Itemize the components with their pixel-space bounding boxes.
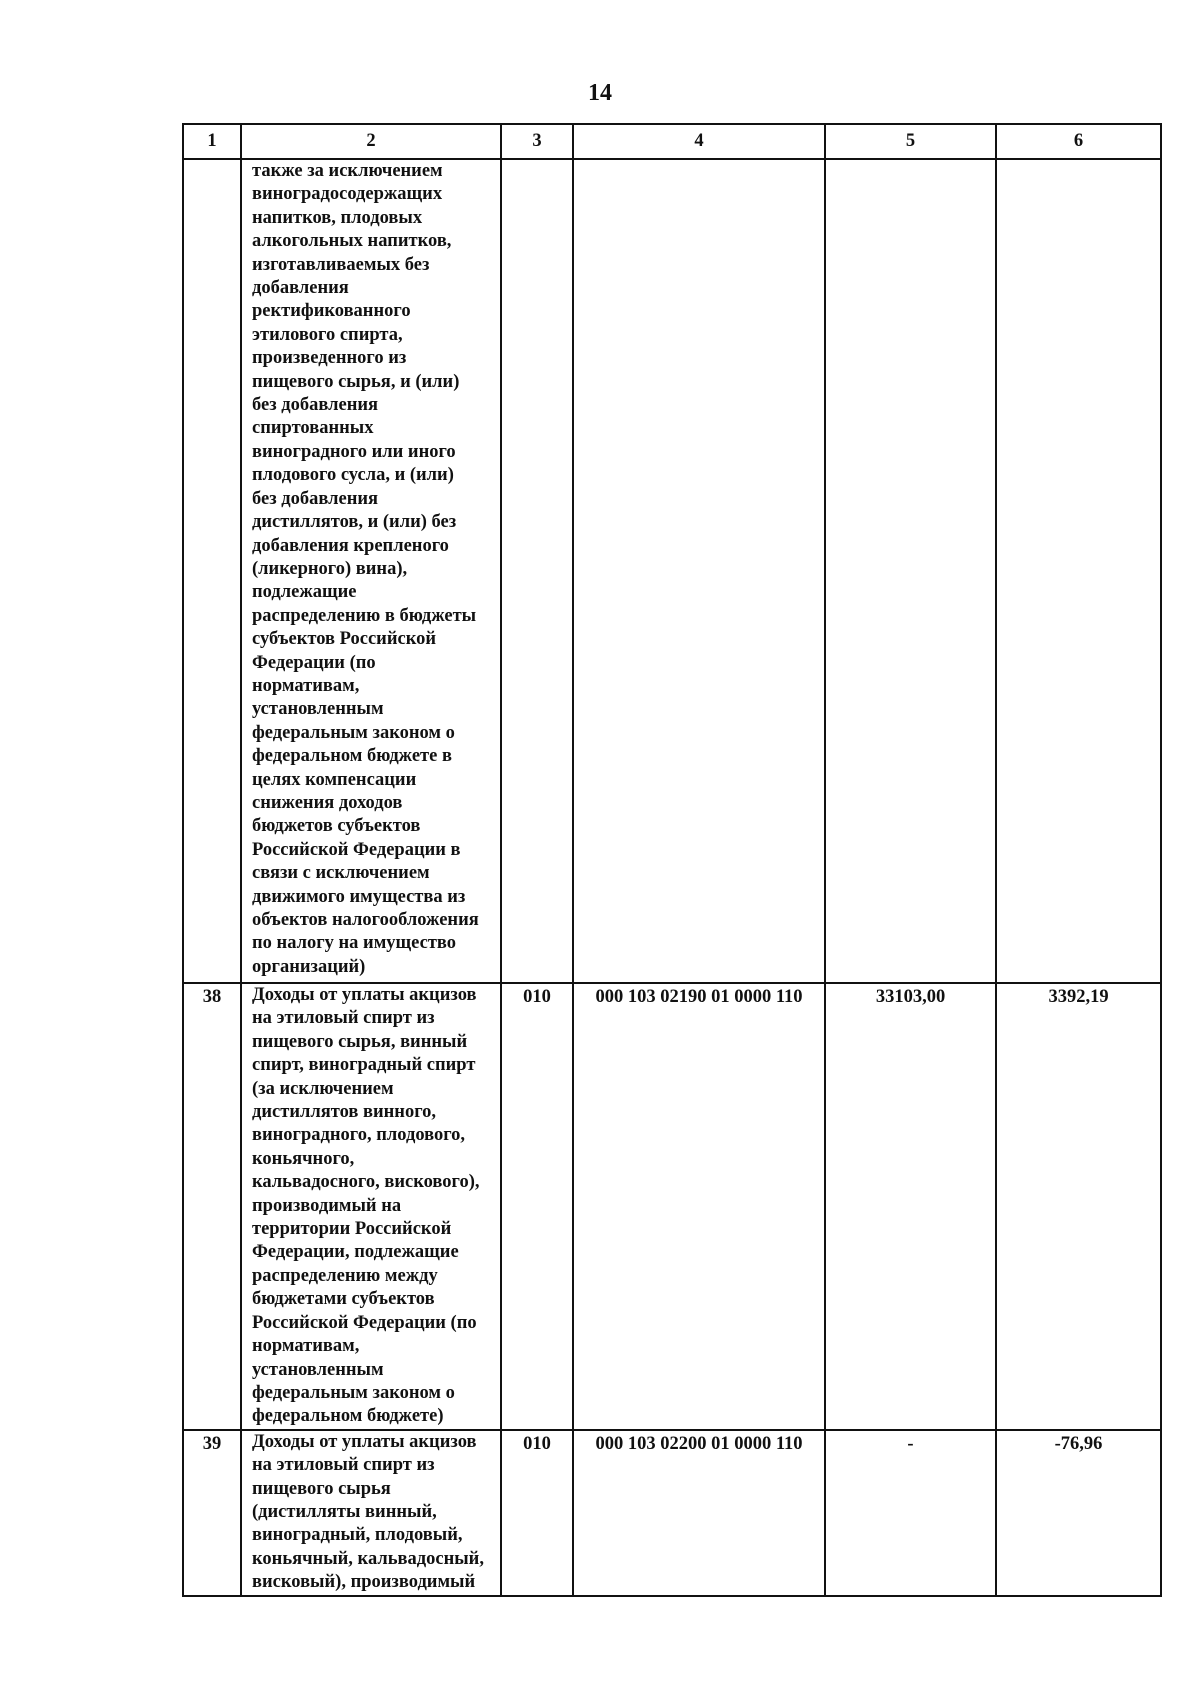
description-line: Федерации (по [252, 652, 376, 673]
description-line: без добавления [252, 395, 379, 416]
description-line: федеральном бюджете) [252, 1406, 444, 1427]
description-line: (за исключением [252, 1078, 394, 1099]
description-line: связи с исключением [252, 863, 430, 884]
budget-code-cell [573, 983, 825, 1430]
admin-code-cell-text: 010 [523, 987, 551, 1007]
description-line: субъектов Российской [252, 629, 437, 650]
description-line: нормативам, [252, 1336, 360, 1357]
header-col-2: 2 [241, 124, 501, 159]
description-line: производимый на [252, 1195, 402, 1216]
table-row [183, 1430, 1161, 1596]
description-line: добавления крепленого [252, 535, 449, 556]
description-line: виноградосодержащих [252, 184, 443, 205]
description-line: коньячного, [252, 1148, 355, 1169]
description-line: кальвадосного, вискового), [252, 1172, 480, 1193]
description-line: виноградного, плодового, [252, 1125, 466, 1146]
description-line: Доходы от уплаты акцизов [252, 1431, 477, 1452]
description-line: виноградный, плодовый, [252, 1525, 463, 1546]
plan-amount-cell [825, 159, 996, 983]
admin-code-cell [501, 983, 573, 1430]
fact-amount-cell [996, 159, 1161, 983]
description-line: алкогольных напитков, [252, 231, 452, 252]
description-line: территории Российской [252, 1219, 452, 1240]
description-line: дистиллятов винного, [252, 1102, 437, 1123]
description-line: Доходы от уплаты акцизов [252, 985, 477, 1005]
description-line: ректификованного [252, 301, 411, 322]
description-line: установленным [252, 699, 384, 720]
description-line: добавления [252, 278, 349, 299]
revenue-table [182, 123, 1162, 1597]
budget-code-cell-text: 000 103 02190 01 0000 110 [595, 987, 803, 1007]
admin-code-cell [501, 1430, 573, 1596]
description-line: на этиловый спирт из [252, 1008, 435, 1029]
row-number-cell-text [184, 160, 240, 162]
description-line: (дистилляты винный, [252, 1501, 437, 1522]
description-cell [241, 159, 501, 983]
description-line: Российской Федерации в [252, 839, 461, 860]
row-number-cell-text: 39 [202, 1433, 222, 1454]
fact-amount-cell-text: -76,96 [1054, 1433, 1103, 1454]
description-line: (ликерного) вина), [252, 558, 408, 579]
description-line: также за исключением [252, 161, 443, 181]
description-line: спиртованных [252, 418, 374, 439]
row-number-cell [183, 1430, 241, 1596]
description-line: федеральном бюджете в [252, 746, 452, 767]
header-col-6: 6 [996, 124, 1161, 159]
description-line: коньячный, кальвадосный, [252, 1548, 484, 1569]
header-col-5: 5 [825, 124, 996, 159]
budget-code-cell-text [574, 160, 824, 162]
description-line: изготавливаемых без [252, 254, 430, 275]
description-line: по налогу на имущество [252, 933, 457, 954]
plan-amount-cell [825, 983, 996, 1430]
plan-amount-cell-text: 33103,00 [875, 987, 946, 1007]
description-line: спирт, виноградный спирт [252, 1055, 476, 1076]
description-line: Федерации, подлежащие [252, 1242, 459, 1263]
row-number-cell [183, 159, 241, 983]
description-line: Российской Федерации (по [252, 1312, 477, 1333]
fact-amount-cell-text: 3392,19 [1048, 987, 1109, 1007]
page-number: 14 [588, 80, 612, 106]
row-number-cell [183, 983, 241, 1430]
header-col-4: 4 [573, 124, 825, 159]
description-line: висковый), производимый [252, 1572, 476, 1593]
description-cell [241, 983, 501, 1430]
description-line: распределению в бюджеты [252, 605, 477, 626]
description-line: дистиллятов, и (или) без [252, 512, 457, 533]
budget-code-cell [573, 159, 825, 983]
budget-code-cell [573, 1430, 825, 1596]
description-line: этилового спирта, [252, 324, 403, 345]
description-line: федеральным законом о [252, 1382, 455, 1403]
table-row [183, 983, 1161, 1430]
description-line: движимого имущества из [252, 886, 466, 907]
description-line: федеральным законом о [252, 722, 455, 743]
fact-amount-cell [996, 983, 1161, 1430]
admin-code-cell-text [502, 160, 572, 162]
admin-code-cell-text: 010 [523, 1433, 551, 1454]
description-line: объектов налогообложения [252, 910, 479, 930]
description-line: произведенного из [252, 348, 407, 369]
plan-amount-cell-text: - [907, 1433, 914, 1454]
admin-code-cell [501, 159, 573, 983]
header-col-3: 3 [501, 124, 573, 159]
description-cell [241, 1430, 501, 1596]
plan-amount-cell [825, 1430, 996, 1596]
description-line: виноградного или иного [252, 441, 456, 462]
description-line: без добавления [252, 488, 379, 509]
description-line: пищевого сырья, винный [252, 1031, 468, 1052]
description-line: плодового сусла, и (или) [252, 465, 454, 486]
description-line: подлежащие [252, 582, 357, 603]
description-line: пищевого сырья, и (или) [252, 371, 460, 392]
row-number-cell-text: 38 [202, 987, 222, 1007]
description-line: на этиловый спирт из [252, 1455, 435, 1476]
description-line: бюджетами субъектов [252, 1289, 435, 1310]
budget-code-cell-text: 000 103 02200 01 0000 110 [595, 1433, 803, 1454]
description-line: нормативам, [252, 675, 360, 696]
description-line: организаций) [252, 956, 366, 977]
table-row [183, 159, 1161, 983]
description-line: напитков, плодовых [252, 207, 423, 228]
description-line: пищевого сырья [252, 1478, 391, 1499]
table-header-row [183, 124, 1161, 159]
plan-amount-cell-text [826, 160, 995, 162]
description-line: целях компенсации [252, 769, 417, 790]
fact-amount-cell [996, 1430, 1161, 1596]
description-line: снижения доходов [252, 792, 403, 813]
description-line: бюджетов субъектов [252, 816, 421, 837]
description-line: распределению между [252, 1265, 438, 1286]
description-line: установленным [252, 1359, 384, 1380]
header-col-1: 1 [183, 124, 241, 159]
fact-amount-cell-text [997, 160, 1160, 162]
